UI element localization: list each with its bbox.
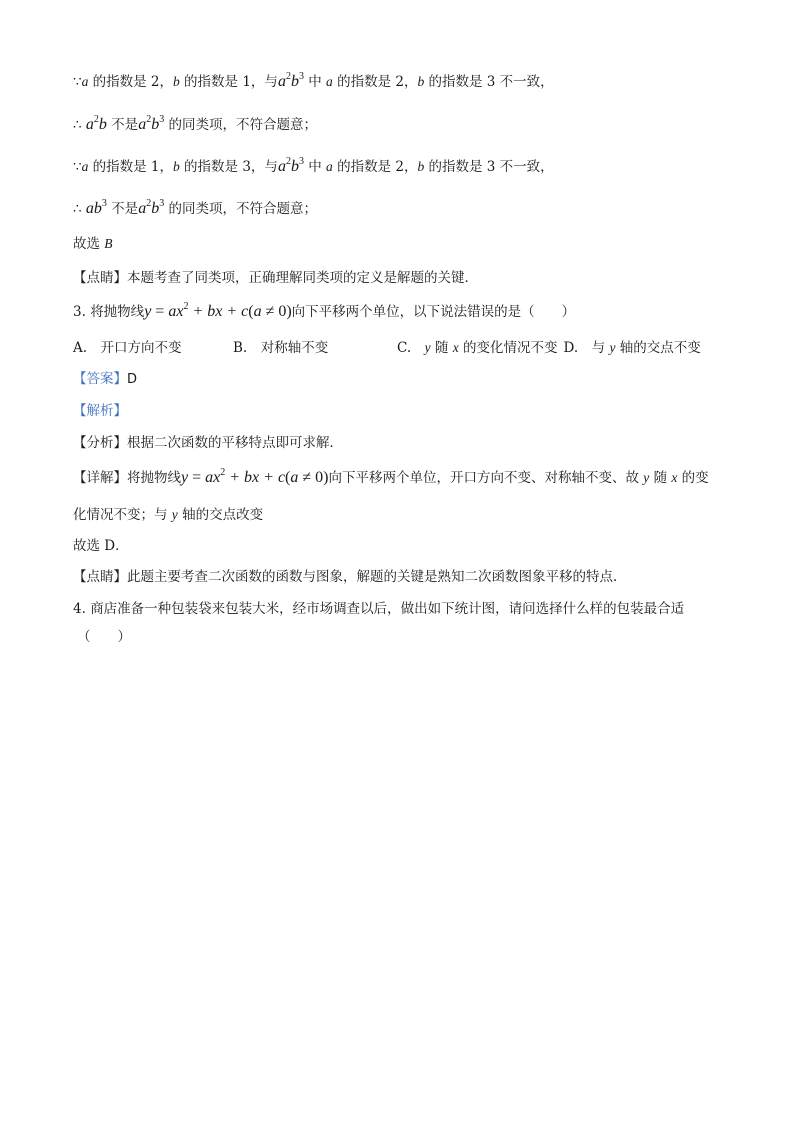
- question-4: 4. 商店准备一种包装袋来包装大米，经市场调查以后，做出如下统计图，请问选择什么样的包装最合适: [73, 601, 685, 617]
- conclusion-line: 故选 D．: [73, 538, 129, 554]
- answer-tag: 【答案】: [73, 371, 127, 387]
- therefore-symbol: ∴: [73, 117, 86, 133]
- line-3: ∵a 的指数是 1，b 的指数是 3，与$a^2b^3$ 中 a 的指数是 2，b 的指数是 3 不一致，: [73, 156, 554, 175]
- answer-line: [73, 369, 137, 390]
- question-4-paren: （ ）: [77, 629, 131, 645]
- analysis-tag: 【解析】: [73, 403, 127, 419]
- xiangjie-line-1: 【详解】将抛物线$y = ax^2$ + bx + c(a ≠ 0)向下平移两个单位，开口方向不变、对称轴不变、故 y 随 x 的变: [73, 467, 709, 486]
- line-4: ∴ $ab^3$ 不是$a^2b^3$ 的同类项，不符合题意；: [73, 198, 317, 217]
- line-1: ∵a 的指数是 2，b 的指数是 1，与$a^2b^3$ 中 a 的指数是 2，b 的指数是 3 不一致，: [73, 71, 554, 90]
- fenxi-line: 【分析】根据二次函数的平移特点即可求解．: [73, 435, 343, 451]
- math-parabola: $y = ax^2$ + bx + c(a ≠ 0): [181, 467, 329, 486]
- math-a2b: $a^2b$: [85, 114, 107, 133]
- line-2: ∴ $a^2b$ 不是$a^2b^3$ 的同类项，不符合题意；: [73, 114, 317, 133]
- xiangjie-line-2: 化情况不变；与 y 轴的交点改变: [73, 507, 264, 523]
- therefore-symbol: ∴: [73, 201, 86, 217]
- math-ab3: $ab^3$: [85, 198, 107, 217]
- question-number: 3.: [73, 304, 86, 320]
- line-6-dianjing: 【点睛】本题考查了同类项，正确理解同类项的定义是解题的关键．: [73, 270, 478, 286]
- line-5-answer: 故选 B: [73, 236, 113, 252]
- option-b: B. 对称轴不变: [233, 340, 329, 356]
- option-d: D. 与 y 轴的交点不变: [563, 340, 701, 356]
- question-number: 4.: [73, 601, 86, 617]
- dianjing-line: 【点睛】此题主要考查二次函数的函数与图象，解题的关键是熟知二次函数图象平移的特点．: [73, 569, 627, 585]
- since-symbol: ∵: [73, 74, 82, 90]
- math-a2b3: $a^2b^3$: [277, 156, 304, 175]
- options-row: [73, 338, 701, 358]
- math-a2b3: $a^2b^3$: [138, 198, 165, 217]
- math-a2b3: $a^2b^3$: [138, 114, 165, 133]
- option-c: C. y 随 x 的变化情况不变: [397, 340, 558, 356]
- math-a2b3: $a^2b^3$: [277, 71, 304, 90]
- option-a: A. 开口方向不变: [73, 340, 182, 356]
- analysis-line: [73, 401, 127, 421]
- question-3: 3. 将抛物线$y = ax^2$ + bx + c(a ≠ 0)向下平移两个单位，以下说法错误的是（ ）: [73, 301, 576, 320]
- since-symbol: ∵: [73, 159, 82, 175]
- answer-value: D: [127, 372, 138, 387]
- math-parabola: $y = ax^2$ + bx + c(a ≠ 0): [144, 301, 292, 320]
